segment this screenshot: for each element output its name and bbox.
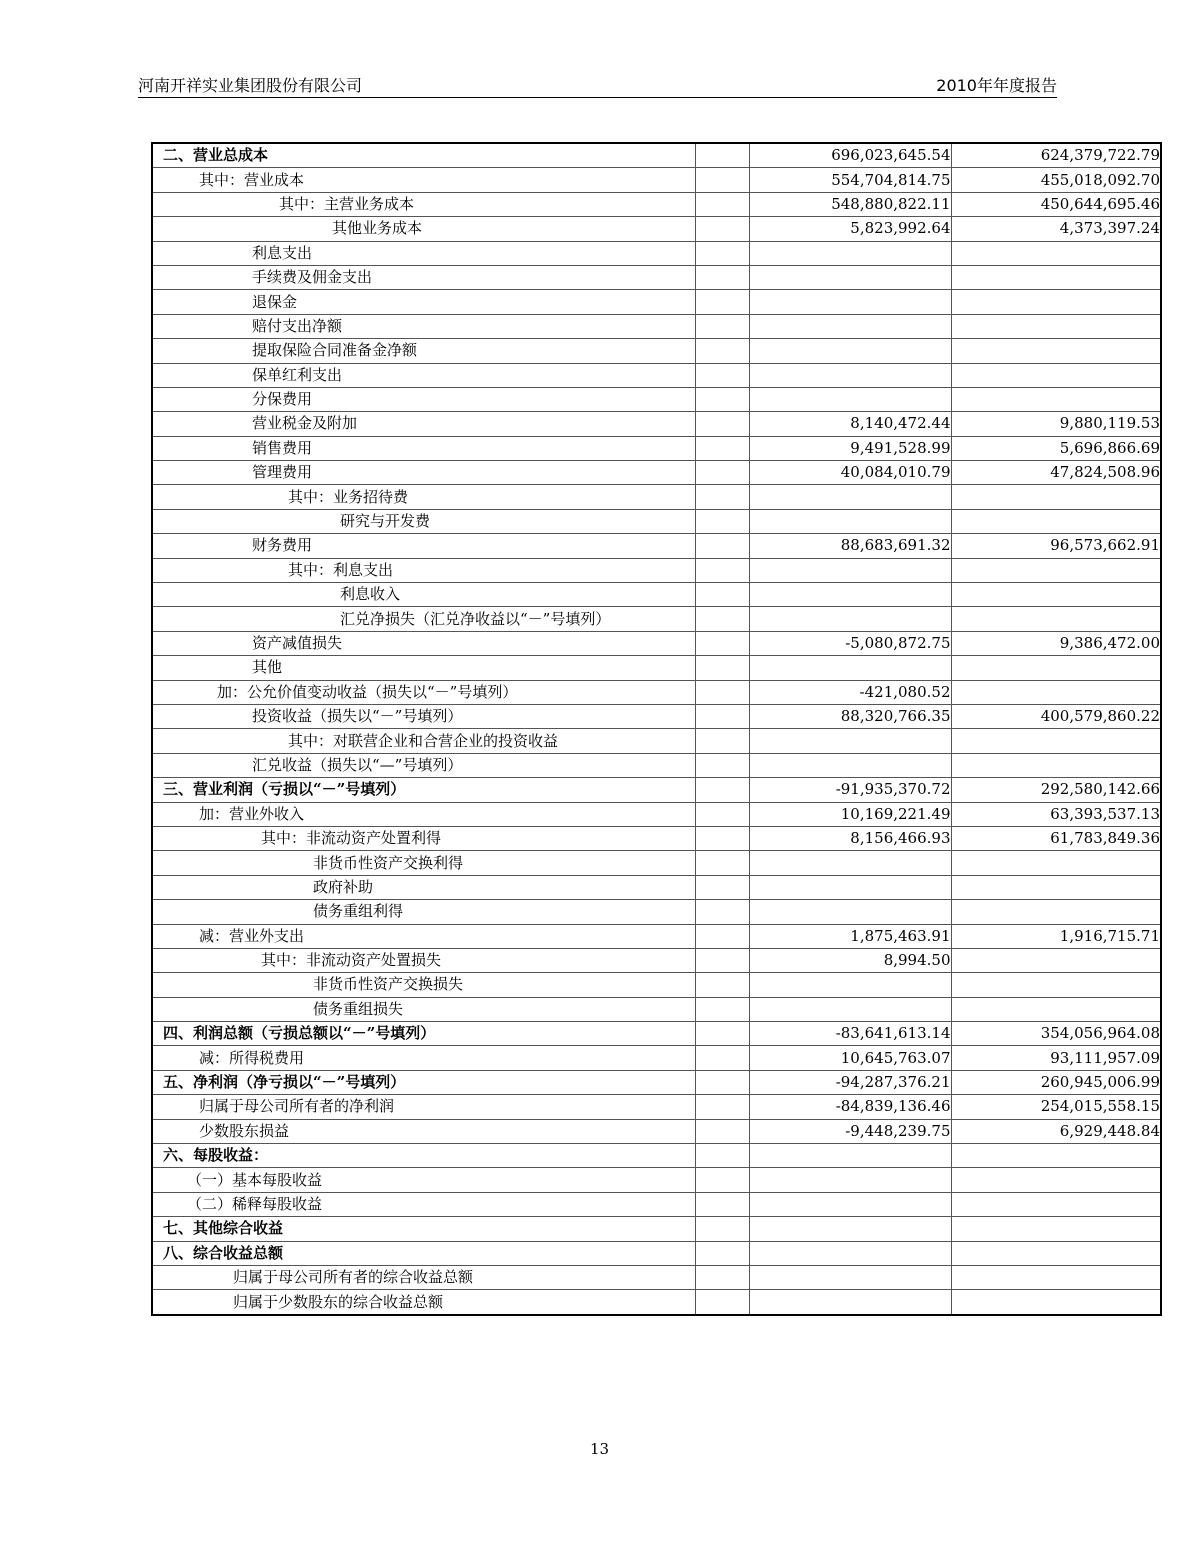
row-item-label: 退保金 [152,290,695,314]
row-note [695,461,749,485]
table-row [152,826,1161,850]
table-row [152,387,1161,411]
row-item-label: 债务重组损失 [152,997,695,1021]
row-note [695,290,749,314]
row-item-label: 销售费用 [152,436,695,460]
row-item-label: 其中：非流动资产处置损失 [152,948,695,972]
row-note [695,973,749,997]
row-current-period-amount: 8,994.50 [749,948,951,972]
row-item-label: 加：公允价值变动收益（损失以“－”号填列） [152,680,695,704]
row-item-label: 五、净利润（净亏损以“－”号填列） [152,1070,695,1094]
table-row [152,143,1161,168]
row-item-label: 少数股东损益 [152,1119,695,1143]
table-row [152,1265,1161,1289]
row-item-label: 提取保险合同准备金净额 [152,339,695,363]
row-current-period-amount [749,509,951,533]
row-current-period-amount: 8,156,466.93 [749,826,951,850]
row-note [695,558,749,582]
row-prior-period-amount [951,1217,1161,1241]
row-current-period-amount [749,973,951,997]
row-prior-period-amount [951,1144,1161,1168]
row-note [695,1046,749,1070]
page-number: 13 [589,1440,610,1458]
row-note [695,802,749,826]
table-row [152,509,1161,533]
row-current-period-amount [749,339,951,363]
row-prior-period-amount [951,509,1161,533]
table-row [152,1046,1161,1070]
row-current-period-amount: 40,084,010.79 [749,461,951,485]
row-current-period-amount [749,1144,951,1168]
table-row [152,607,1161,631]
table-row [152,265,1161,289]
row-note [695,241,749,265]
row-prior-period-amount [951,997,1161,1021]
row-item-label: 归属于母公司所有者的净利润 [152,1095,695,1119]
row-note [695,314,749,338]
table-row [152,1144,1161,1168]
row-note [695,583,749,607]
row-note [695,217,749,241]
table-row [152,217,1161,241]
row-current-period-amount: -421,080.52 [749,680,951,704]
row-note [695,948,749,972]
row-prior-period-amount [951,387,1161,411]
table-row [152,436,1161,460]
table-row [152,1095,1161,1119]
row-note [695,656,749,680]
row-current-period-amount: 88,683,691.32 [749,534,951,558]
table-row [152,558,1161,582]
row-prior-period-amount [951,314,1161,338]
row-prior-period-amount [951,875,1161,899]
row-note [695,631,749,655]
table-row [152,339,1161,363]
table-row [152,583,1161,607]
row-note [695,729,749,753]
row-current-period-amount [749,1241,951,1265]
row-current-period-amount: -94,287,376.21 [749,1070,951,1094]
row-note [695,339,749,363]
row-note [695,192,749,216]
table-row [152,485,1161,509]
row-note [695,1095,749,1119]
table-row [152,875,1161,899]
table-row [152,924,1161,948]
row-note [695,1290,749,1315]
row-current-period-amount [749,729,951,753]
row-item-label: 其中：营业成本 [152,168,695,192]
row-note [695,1144,749,1168]
row-prior-period-amount [951,753,1161,777]
row-prior-period-amount [951,680,1161,704]
row-prior-period-amount [951,973,1161,997]
row-prior-period-amount [951,1192,1161,1216]
row-item-label: 减：所得税费用 [152,1046,695,1070]
table-row [152,802,1161,826]
table-row [152,1290,1161,1315]
row-prior-period-amount: 96,573,662.91 [951,534,1161,558]
row-prior-period-amount: 400,579,860.22 [951,704,1161,728]
page-header [138,72,1057,98]
table-row [152,973,1161,997]
row-current-period-amount [749,583,951,607]
table-row [152,1022,1161,1046]
table-row [152,631,1161,655]
row-prior-period-amount: 624,379,722.79 [951,143,1161,168]
row-current-period-amount: -9,448,239.75 [749,1119,951,1143]
table-row [152,1119,1161,1143]
row-prior-period-amount: 47,824,508.96 [951,461,1161,485]
row-current-period-amount: -5,080,872.75 [749,631,951,655]
row-item-label: 营业税金及附加 [152,412,695,436]
row-prior-period-amount [951,1241,1161,1265]
row-current-period-amount: 548,880,822.11 [749,192,951,216]
row-current-period-amount: 554,704,814.75 [749,168,951,192]
row-item-label: （一）基本每股收益 [152,1168,695,1192]
table-row [152,778,1161,802]
row-item-label: 三、营业利润（亏损以“－”号填列） [152,778,695,802]
row-prior-period-amount [951,485,1161,509]
table-row [152,314,1161,338]
row-current-period-amount: 696,023,645.54 [749,143,951,168]
row-current-period-amount [749,1265,951,1289]
row-note [695,704,749,728]
row-current-period-amount [749,1168,951,1192]
row-item-label: 减：营业外支出 [152,924,695,948]
table-row [152,997,1161,1021]
row-current-period-amount [749,1192,951,1216]
row-current-period-amount [749,1217,951,1241]
row-note [695,900,749,924]
row-current-period-amount [749,290,951,314]
table-row [152,461,1161,485]
row-prior-period-amount: 254,015,558.15 [951,1095,1161,1119]
row-prior-period-amount [951,656,1161,680]
income-statement-body [152,143,1161,1315]
row-item-label: 加：营业外收入 [152,802,695,826]
row-note [695,997,749,1021]
table-row [152,729,1161,753]
row-current-period-amount: 88,320,766.35 [749,704,951,728]
row-item-label: 其中：主营业务成本 [152,192,695,216]
row-note [695,412,749,436]
row-item-label: 其中：对联营企业和合营企业的投资收益 [152,729,695,753]
row-prior-period-amount [951,363,1161,387]
table-row [152,1070,1161,1094]
row-item-label: 非货币性资产交换利得 [152,851,695,875]
row-note [695,436,749,460]
row-item-label: 债务重组利得 [152,900,695,924]
row-current-period-amount [749,607,951,631]
company-name: 河南开祥实业集团股份有限公司 [138,76,363,95]
row-item-label: 投资收益（损失以“－”号填列） [152,704,695,728]
row-note [695,875,749,899]
row-current-period-amount: 1,875,463.91 [749,924,951,948]
row-prior-period-amount [951,1290,1161,1315]
row-item-label: 手续费及佣金支出 [152,265,695,289]
row-current-period-amount [749,241,951,265]
row-note [695,826,749,850]
table-row [152,290,1161,314]
row-prior-period-amount: 5,696,866.69 [951,436,1161,460]
table-row [152,1192,1161,1216]
row-prior-period-amount: 9,880,119.53 [951,412,1161,436]
table-row [152,363,1161,387]
row-prior-period-amount [951,583,1161,607]
row-prior-period-amount [951,1168,1161,1192]
row-note [695,851,749,875]
row-prior-period-amount: 1,916,715.71 [951,924,1161,948]
row-note [695,1241,749,1265]
table-row [152,1217,1161,1241]
table-row [152,1168,1161,1192]
row-item-label: 汇兑净损失（汇兑净收益以“－”号填列） [152,607,695,631]
row-current-period-amount: -91,935,370.72 [749,778,951,802]
row-prior-period-amount [951,607,1161,631]
row-note [695,680,749,704]
row-prior-period-amount: 63,393,537.13 [951,802,1161,826]
row-note [695,265,749,289]
row-current-period-amount [749,1290,951,1315]
row-item-label: 六、每股收益： [152,1144,695,1168]
row-current-period-amount [749,997,951,1021]
table-row [152,851,1161,875]
row-current-period-amount: 10,645,763.07 [749,1046,951,1070]
row-item-label: 八、综合收益总额 [152,1241,695,1265]
table-row [152,704,1161,728]
row-note [695,753,749,777]
row-item-label: （二）稀释每股收益 [152,1192,695,1216]
row-current-period-amount: 10,169,221.49 [749,802,951,826]
row-prior-period-amount: 260,945,006.99 [951,1070,1161,1094]
row-prior-period-amount: 292,580,142.66 [951,778,1161,802]
row-item-label: 其中：业务招待费 [152,485,695,509]
row-item-label: 利息收入 [152,583,695,607]
row-note [695,607,749,631]
row-current-period-amount [749,875,951,899]
row-current-period-amount: 9,491,528.99 [749,436,951,460]
row-prior-period-amount [951,900,1161,924]
row-current-period-amount: -83,641,613.14 [749,1022,951,1046]
row-current-period-amount: 8,140,472.44 [749,412,951,436]
table-row [152,192,1161,216]
row-prior-period-amount [951,851,1161,875]
row-item-label: 研究与开发费 [152,509,695,533]
row-prior-period-amount [951,241,1161,265]
table-row [152,656,1161,680]
row-note [695,387,749,411]
row-item-label: 其中：利息支出 [152,558,695,582]
row-prior-period-amount: 93,111,957.09 [951,1046,1161,1070]
row-current-period-amount [749,900,951,924]
row-note [695,924,749,948]
row-prior-period-amount [951,290,1161,314]
table-row [152,1241,1161,1265]
row-prior-period-amount [951,948,1161,972]
row-prior-period-amount [951,729,1161,753]
row-prior-period-amount: 9,386,472.00 [951,631,1161,655]
row-item-label: 汇兑收益（损失以“—”号填列） [152,753,695,777]
table-row [152,680,1161,704]
row-item-label: 其他 [152,656,695,680]
row-item-label: 财务费用 [152,534,695,558]
row-item-label: 管理费用 [152,461,695,485]
row-note [695,1070,749,1094]
row-current-period-amount [749,851,951,875]
row-current-period-amount [749,753,951,777]
row-note [695,1168,749,1192]
row-prior-period-amount [951,339,1161,363]
row-note [695,1192,749,1216]
row-prior-period-amount: 455,018,092.70 [951,168,1161,192]
row-note [695,534,749,558]
row-item-label: 政府补助 [152,875,695,899]
row-item-label: 分保费用 [152,387,695,411]
row-note [695,168,749,192]
row-note [695,1022,749,1046]
row-item-label: 七、其他综合收益 [152,1217,695,1241]
row-item-label: 四、利润总额（亏损总额以“－”号填列） [152,1022,695,1046]
row-item-label: 保单红利支出 [152,363,695,387]
row-current-period-amount [749,265,951,289]
table-row [152,948,1161,972]
row-prior-period-amount: 4,373,397.24 [951,217,1161,241]
row-item-label: 利息支出 [152,241,695,265]
row-note [695,363,749,387]
row-prior-period-amount [951,558,1161,582]
row-current-period-amount [749,387,951,411]
row-current-period-amount [749,485,951,509]
row-note [695,485,749,509]
row-item-label: 归属于母公司所有者的综合收益总额 [152,1265,695,1289]
row-current-period-amount [749,558,951,582]
row-current-period-amount [749,314,951,338]
row-current-period-amount: -84,839,136.46 [749,1095,951,1119]
table-row [152,241,1161,265]
table-row [152,900,1161,924]
report-title: 2010年年度报告 [936,76,1057,95]
row-item-label: 资产减值损失 [152,631,695,655]
row-item-label: 其他业务成本 [152,217,695,241]
row-note [695,1217,749,1241]
row-note [695,778,749,802]
row-item-label: 二、营业总成本 [152,143,695,168]
row-prior-period-amount: 450,644,695.46 [951,192,1161,216]
row-current-period-amount [749,363,951,387]
row-note [695,1265,749,1289]
table-row [152,753,1161,777]
row-item-label: 赔付支出净额 [152,314,695,338]
row-note [695,143,749,168]
table-row [152,412,1161,436]
row-current-period-amount [749,656,951,680]
row-prior-period-amount: 6,929,448.84 [951,1119,1161,1143]
table-row [152,534,1161,558]
row-prior-period-amount: 61,783,849.36 [951,826,1161,850]
row-item-label: 非货币性资产交换损失 [152,973,695,997]
row-note [695,509,749,533]
row-prior-period-amount: 354,056,964.08 [951,1022,1161,1046]
row-prior-period-amount [951,1265,1161,1289]
row-current-period-amount: 5,823,992.64 [749,217,951,241]
row-item-label: 归属于少数股东的综合收益总额 [152,1290,695,1315]
row-item-label: 其中：非流动资产处置利得 [152,826,695,850]
row-prior-period-amount [951,265,1161,289]
income-statement-table [151,142,1162,1316]
table-row [152,168,1161,192]
row-note [695,1119,749,1143]
